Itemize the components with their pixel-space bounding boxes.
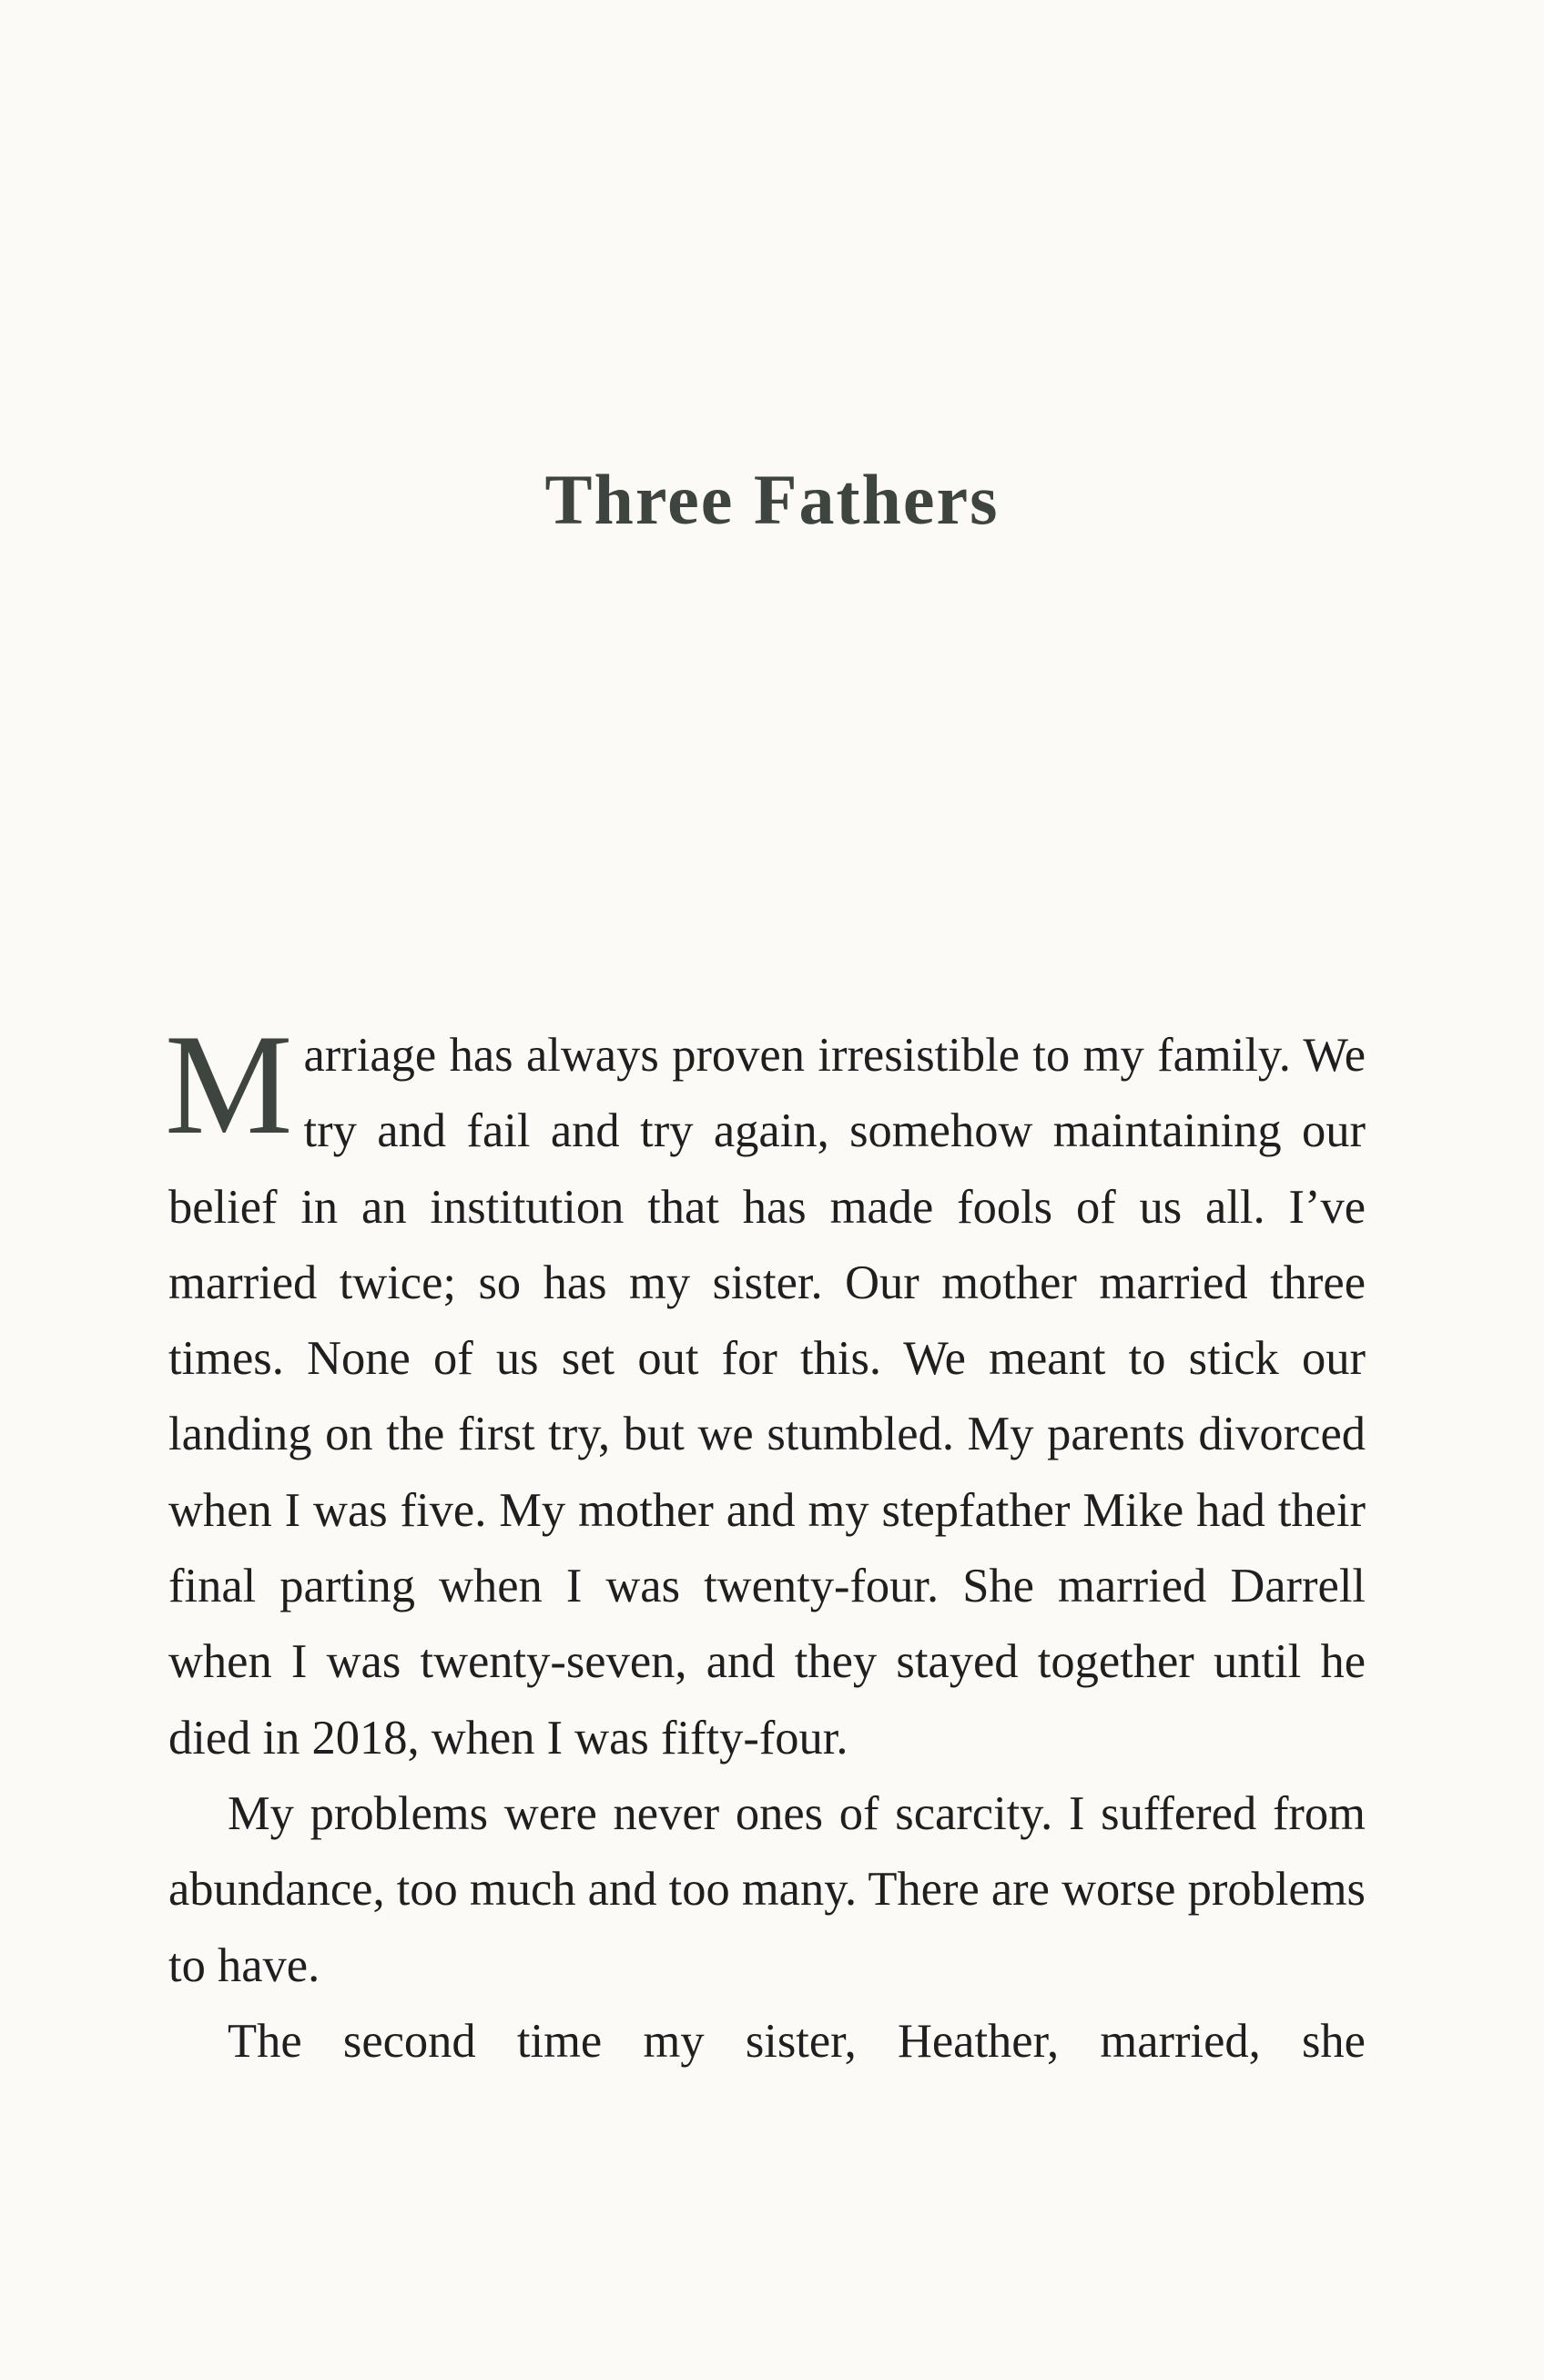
paragraph-3: The second time my sister, Heather, married, she — [228, 2014, 1366, 2068]
chapter-title: Three Fathers — [544, 460, 1000, 539]
paragraph-1 — [165, 1005, 1366, 1776]
chapter-body — [165, 1005, 1366, 2080]
drop-cap: M — [165, 1005, 293, 1165]
paragraph-1-text: arriage has always proven irresistible to my family. We try and fail and try again, somehow maintaining our belief in an institution that has made fools of us all. I’ve married twice; so has my sister. Our mother married three times. None of us set out for this. We meant to stick our landing on the first try, but we stumbled. My parents divorced when I was five. My mother and my stepfather Mike had their final parting when I was twenty-four. She married Darrell when I was twenty-seven, and they stayed together until he died in 2018, when I was fifty-four. — [168, 1029, 1366, 1765]
paragraph-2: My problems were never ones of scarcity. I suffered from abundance, too much and too many. There are worse problems to have. — [168, 1786, 1366, 1992]
